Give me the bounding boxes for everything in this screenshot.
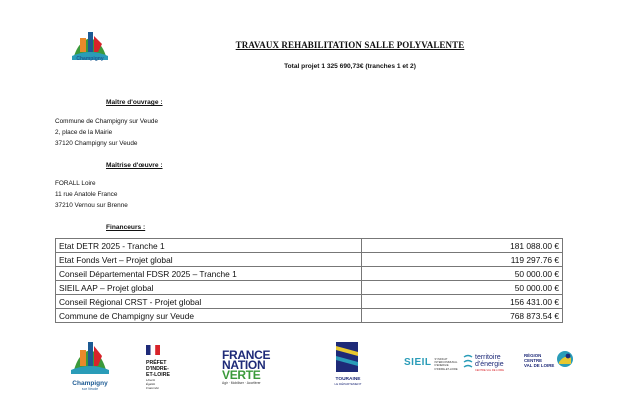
touraine-logo (328, 342, 368, 390)
funder-name: SIEIL AAP – Projet global (56, 281, 362, 295)
logo-motto: Égalité (146, 381, 156, 386)
document-title: TRAVAUX REHABILITATION SALLE POLYVALENTE (235, 40, 465, 50)
logo-text: TOURAINE (335, 377, 361, 382)
logo-subtext: SYNDICAT (434, 358, 448, 361)
owner-heading: Maître d'ouvrage : (106, 99, 163, 106)
funder-name: Conseil Régional CRST - Projet global (56, 295, 362, 309)
logo-tagline: Agir · Mobiliser · Accélérer (222, 381, 261, 385)
territoire-energie-logo (463, 354, 519, 384)
address-line: 37210 Vernou sur Brenne (55, 202, 128, 209)
logo-text: D'INDRE- (146, 365, 169, 372)
marianne-icon (146, 345, 160, 355)
funders-table (55, 238, 563, 323)
address-line: Commune de Champigny sur Veude (55, 118, 159, 125)
logo-subtext: INTERCOMMUNAL (434, 361, 458, 365)
funder-name: Etat DETR 2025 - Tranche 1 (56, 239, 362, 253)
prefet-logo (146, 342, 186, 390)
funder-amount: 181 088.00 € (362, 239, 563, 253)
contractor-heading: Maîtrise d'œuvre : (106, 162, 163, 169)
logo-subtext: LE DÉPARTEMENT (334, 382, 362, 386)
logo-subtext: sur Veude (81, 387, 99, 391)
logo-text: SIEIL (404, 357, 432, 368)
sieil-logo (404, 354, 460, 382)
funder-amount: 50 000.00 € (362, 267, 563, 281)
logo-text: Champigny (72, 380, 108, 387)
table-row (56, 267, 563, 281)
champigny-footer-logo (68, 338, 112, 390)
logo-text: PRÉFET (146, 360, 167, 366)
logo-motto: Fraternité (146, 385, 159, 390)
address-line: 2, place de la Mairie (55, 129, 113, 136)
logo-motto: Liberté (146, 378, 156, 383)
logo-subtext: D'ENERGIE (434, 364, 449, 368)
funder-name: Etat Fonds Vert – Projet global (56, 253, 362, 267)
logo-text: NATION (222, 358, 266, 372)
funder-name: Conseil Départemental FDSR 2025 – Tranche 1 (56, 267, 362, 281)
table-row (56, 253, 563, 267)
logo-subtext: D'INDRE-ET-LOIRE (434, 367, 458, 371)
funder-name: Commune de Champigny sur Veude (56, 309, 362, 323)
energy-wave-icon (463, 354, 473, 372)
logo-subtext: CENTRE-VAL DE LOIRE (475, 368, 504, 372)
address-line: 37120 Champigny sur Veude (55, 140, 138, 147)
logo-text: ET-LOIRE (146, 371, 170, 378)
touraine-emblem-icon (334, 342, 360, 372)
champigny-logo-icon (68, 338, 112, 374)
funder-amount: 50 000.00 € (362, 281, 563, 295)
funder-amount: 119 297.76 € (362, 253, 563, 267)
table-row (56, 295, 563, 309)
logo-caption: Champigny (76, 56, 104, 62)
logo-text: VAL DE LOIRE (524, 363, 555, 369)
contractor-address (55, 178, 128, 211)
funders-heading: Financeurs : (106, 224, 146, 231)
france-nation-verte-logo (222, 350, 282, 392)
logo-text: RÉGION (524, 353, 542, 358)
region-logo (524, 350, 576, 382)
table-row (56, 239, 563, 253)
logo-text: territoire (475, 354, 501, 361)
logo-text: VERTE (222, 368, 261, 382)
table-row (56, 309, 563, 323)
logo-text: CENTRE (524, 358, 543, 364)
document-subtitle: Total projet 1 325 690,73€ (tranches 1 et 2) (284, 63, 416, 70)
address-line: FORALL Loire (55, 180, 96, 187)
region-emblem-icon (556, 350, 574, 368)
funder-amount: 156 431.00 € (362, 295, 563, 309)
logo-text: FRANCE (222, 348, 271, 362)
address-line: 11 rue Anatole France (55, 191, 118, 198)
logo-text: d'énergie (475, 361, 504, 369)
funder-amount: 768 873.54 € (362, 309, 563, 323)
table-row (56, 281, 563, 295)
owner-address (55, 116, 158, 149)
